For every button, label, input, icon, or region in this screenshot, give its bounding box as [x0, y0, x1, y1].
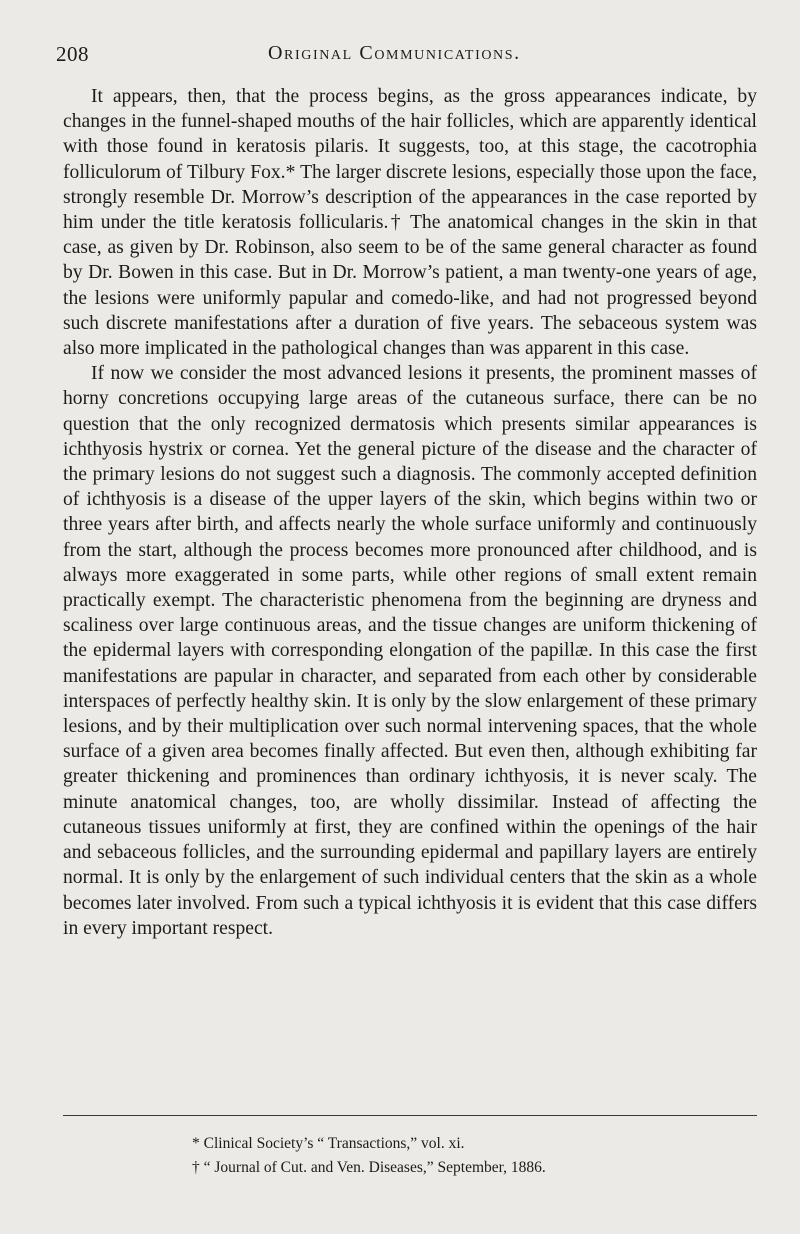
footnote: * Clinical Society’s “ Transactions,” vol. xi.: [192, 1135, 465, 1152]
footnote-divider: [63, 1115, 757, 1116]
footnotes: [192, 1132, 752, 1180]
paragraph: It appears, then, that the process begins, as the gross appearances indicate, by changes in the funnel-shaped mouths of the hair follicles, which are apparently identical with those found in keratosis pilaris. It suggests, too, at this stage, the cacotrophia folliculorum of Tilbury Fox.* The larger discrete lesions, especially those upon the face, strongly resemble Dr. Morrow’s description of the appearances in the case reported by him under the title keratosis follicularis.† The anatomical changes in the skin in that case, as given by Dr. Robinson, also seem to be of the same general character as found by Dr. Bowen in this case. But in Dr. Morrow’s patient, a man twenty-one years of age, the lesions were uniformly papular and comedo-like, and had not progressed beyond such discrete manifestations after a duration of five years. The sebaceous system was also more implicated in the pathological changes than was apparent in this case.: [63, 86, 757, 360]
paragraph: If now we consider the most advanced lesions it presents, the prominent masses of horny concretions occupying large areas of the cutaneous surface, there can be no question that the only recognized dermatosis which presents similar appearances is ichthyosis hystrix or cornea. Yet the general picture of the disease and the character of the primary lesions do not suggest such a diagnosis. The commonly accepted definition of ichthyosis is a disease of the upper layers of the skin, which begins within two or three years after birth, and affects nearly the whole surface uniformly and continuously from the start, although the process becomes more pronounced after childhood, and is always more exaggerated in some parts, while other regions of small extent remain practically exempt. The characteristic phenomena from the beginning are dryness and scaliness over large continuous areas, and the tissue changes are uniform thickening of the epidermal layers with corresponding elongation of the papillæ. In this case the first manifestations are papular in character, and separated from each other by considerable interspaces of perfectly healthy skin. It is only by the slow enlargement of these primary lesions, and by their multiplication over such normal intervening spaces, that the whole surface of a given area becomes finally affected. But even then, although exhibiting far greater thickening and prominences than ordinary ichthyosis, it is never scaly. The minute anatomical changes, too, are wholly dissimilar. Instead of affecting the cutaneous tissues uniformly at first, they are confined within the openings of the hair and sebaceous follicles, and the surrounding epidermal and papillary layers are entirely normal. It is only by the enlargement of such individual centers that the skin as a whole becomes later involved. From such a typical ichthyosis it is evident that this case differs in every important respect.: [63, 363, 757, 939]
body-text: [63, 84, 757, 941]
page-header: [56, 40, 756, 70]
running-head: Original Communications.: [268, 42, 521, 64]
page-number: 208: [56, 42, 89, 66]
footnote: † “ Journal of Cut. and Ven. Diseases,” September, 1886.: [192, 1159, 546, 1176]
